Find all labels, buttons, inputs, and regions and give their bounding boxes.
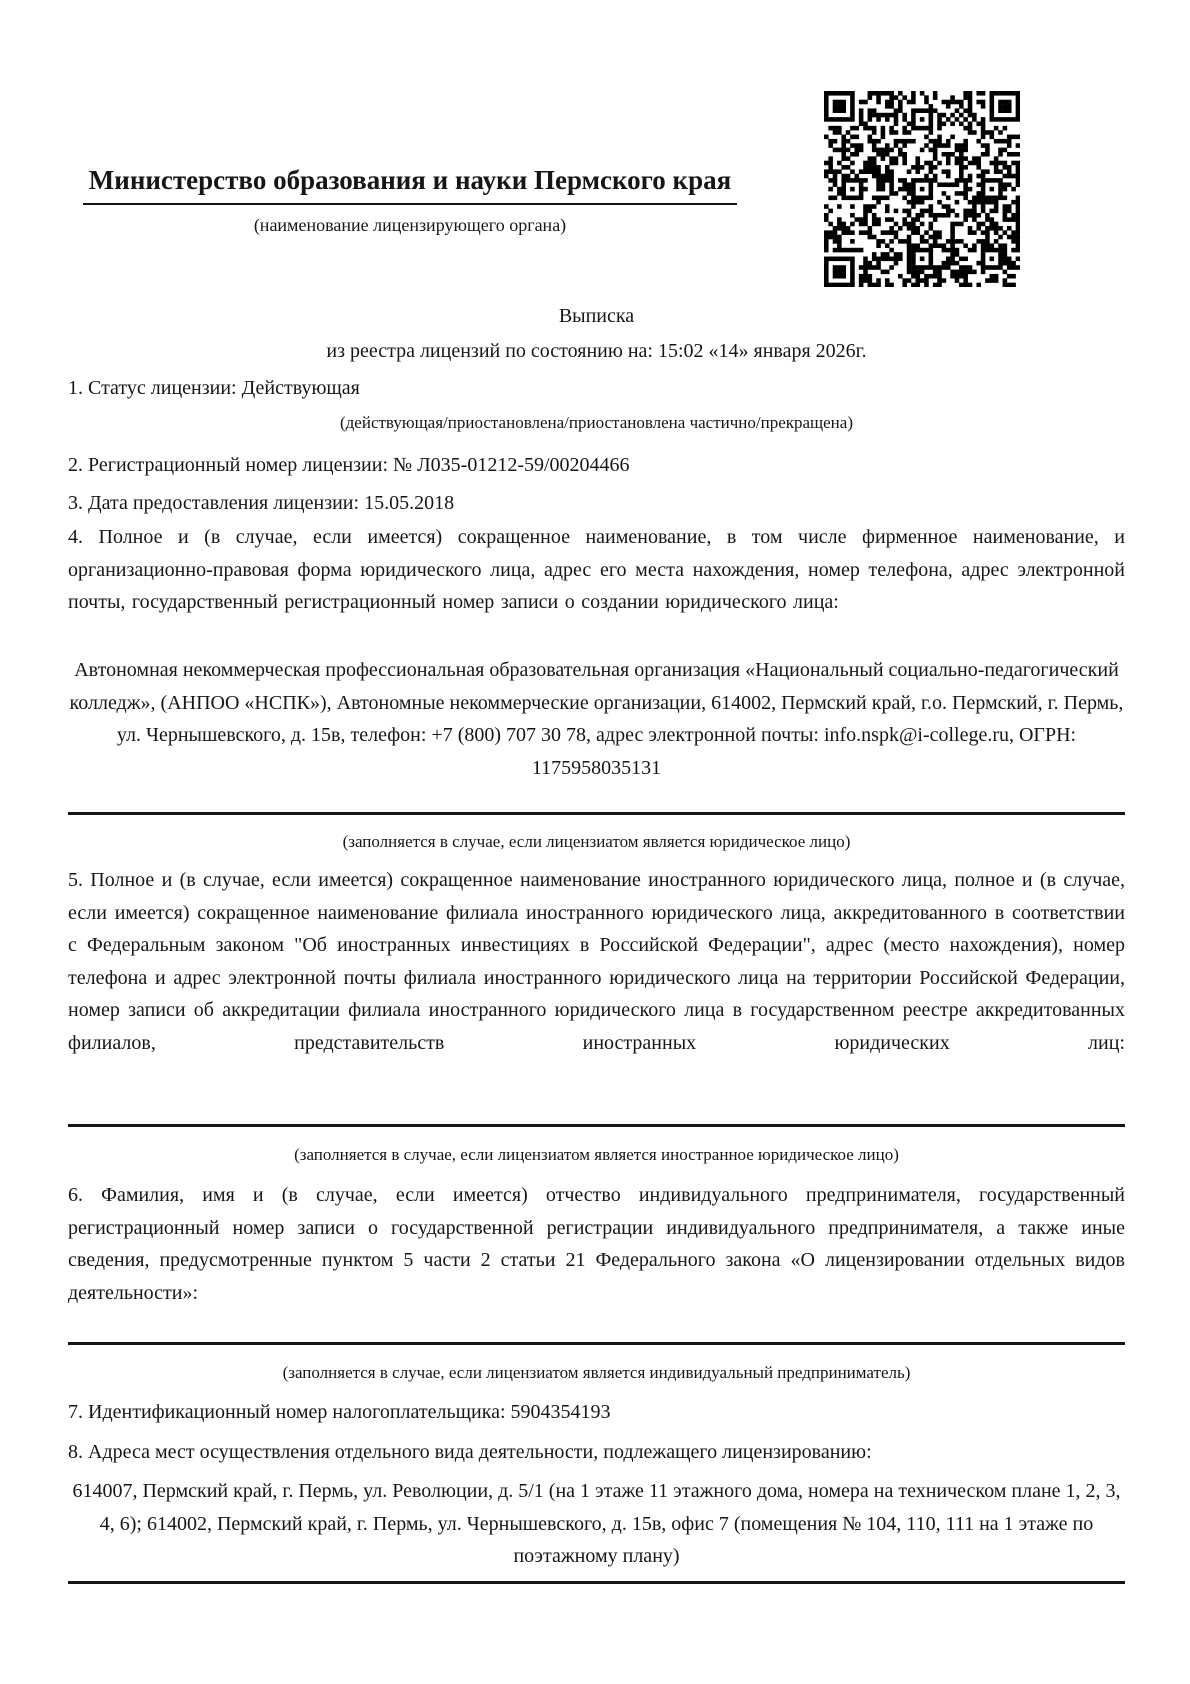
fill-in-rule-addresses bbox=[68, 1581, 1125, 1584]
fill-in-rule-legal-entity bbox=[68, 812, 1125, 815]
fill-in-rule-foreign-entity bbox=[68, 1124, 1125, 1127]
item-5-foreign-entity-caption: (заполняется в случае, если лицензиатом является иностранное юридическое лицо) bbox=[294, 1145, 899, 1164]
licensing-authority-caption: (наименование лицензирующего органа) bbox=[253, 215, 567, 235]
document-title: Выписка bbox=[558, 305, 635, 327]
item-8-addresses-answer: 614007, Пермский край, г. Пермь, ул. Революции, д. 5/1 (на 1 этаже 11 этажного дома, номера на техническом плане 1, 2, 3, 4, 6); 614002, Пермский край, г. Пермь, ул. Чернышевского, д. 15в, офис 7 (помещения № 104, 110, 111 на 1 этаже по поэтажному плану) bbox=[72, 1480, 1121, 1567]
licensing-authority-header bbox=[70, 163, 750, 237]
item-4-legal-entity-caption: (заполняется в случае, если лицензиатом является юридическое лицо) bbox=[342, 832, 851, 851]
licensing-authority-name: Министерство образования и науки Пермского края bbox=[83, 163, 737, 205]
item-8-addresses-question: 8. Адреса мест осуществления отдельного вида деятельности, подлежащего лицензированию: bbox=[68, 1441, 872, 1463]
item-5-foreign-entity-question: 5. Полное и (в случае, если имеется) сокращенное наименование иностранного юридического лица, полное и (в случае, если имеется) сокращенное наименование филиала иностранного юридического лица, аккредитованного в соответствии с Федеральным законом "Об иностранных инвестициях в Российской Федерации", адрес (место нахождения), номер телефона и адрес электронной почты филиала иностранного юридического лица на территории Российской Федерации, номер записи об аккредитации филиала иностранного юридического лица в государственном реестре аккредитованных филиалов, представительств иностранных юридических лиц: bbox=[68, 869, 1125, 1054]
qr-code bbox=[824, 91, 1020, 287]
item-4-legal-entity-answer: Автономная некоммерческая профессиональная образовательная организация «Национальный социально-педагогический колледж», (АНПОО «НСПК»), Автономные некоммерческие организации, 614002, Пермский край, г.о. Пермский, г. Пермь, ул. Чернышевского, д. 15в, телефон: +7 (800) 707 30 78, адрес электронной почты: info.nspk@i-college.ru, ОГРН: 1175958035131 bbox=[69, 659, 1124, 779]
item-1-status-options-caption: (действующая/приостановлена/приостановлена частично/прекращена) bbox=[340, 413, 853, 432]
item-6-entrepreneur-question: 6. Фамилия, имя и (в случае, если имеется) отчество индивидуального предпринимателя, государственный регистрационный номер записи о государственной регистрации индивидуального предпринимателя, а также иные сведения, предусмотренные пунктом 5 части 2 статьи 21 Федерального закона «О лицензировании отдельных видов деятельности»: bbox=[68, 1184, 1125, 1304]
item-3-grant-date: 3. Дата предоставления лицензии: 15.05.2018 bbox=[68, 492, 455, 514]
item-4-legal-entity-question: 4. Полное и (в случае, если имеется) сокращенное наименование, в том числе фирменное наименование, и организационно-правовая форма юридического лица, адрес его места нахождения, номер телефона, адрес электронной почты, государственный регистрационный номер записи о создании юридического лица: bbox=[68, 526, 1125, 613]
item-2-registration-number: 2. Регистрационный номер лицензии: № Л035-01212-59/00204466 bbox=[68, 454, 630, 476]
item-6-entrepreneur-caption: (заполняется в случае, если лицензиатом является индивидуальный предприниматель) bbox=[282, 1363, 911, 1382]
fill-in-rule-entrepreneur bbox=[68, 1342, 1125, 1345]
document-subtitle: из реестра лицензий по состоянию на: 15:02 «14» января 2026г. bbox=[326, 340, 867, 362]
item-1-license-status: 1. Статус лицензии: Действующая bbox=[68, 377, 360, 399]
item-7-inn: 7. Идентификационный номер налогоплательщика: 5904354193 bbox=[68, 1401, 611, 1423]
